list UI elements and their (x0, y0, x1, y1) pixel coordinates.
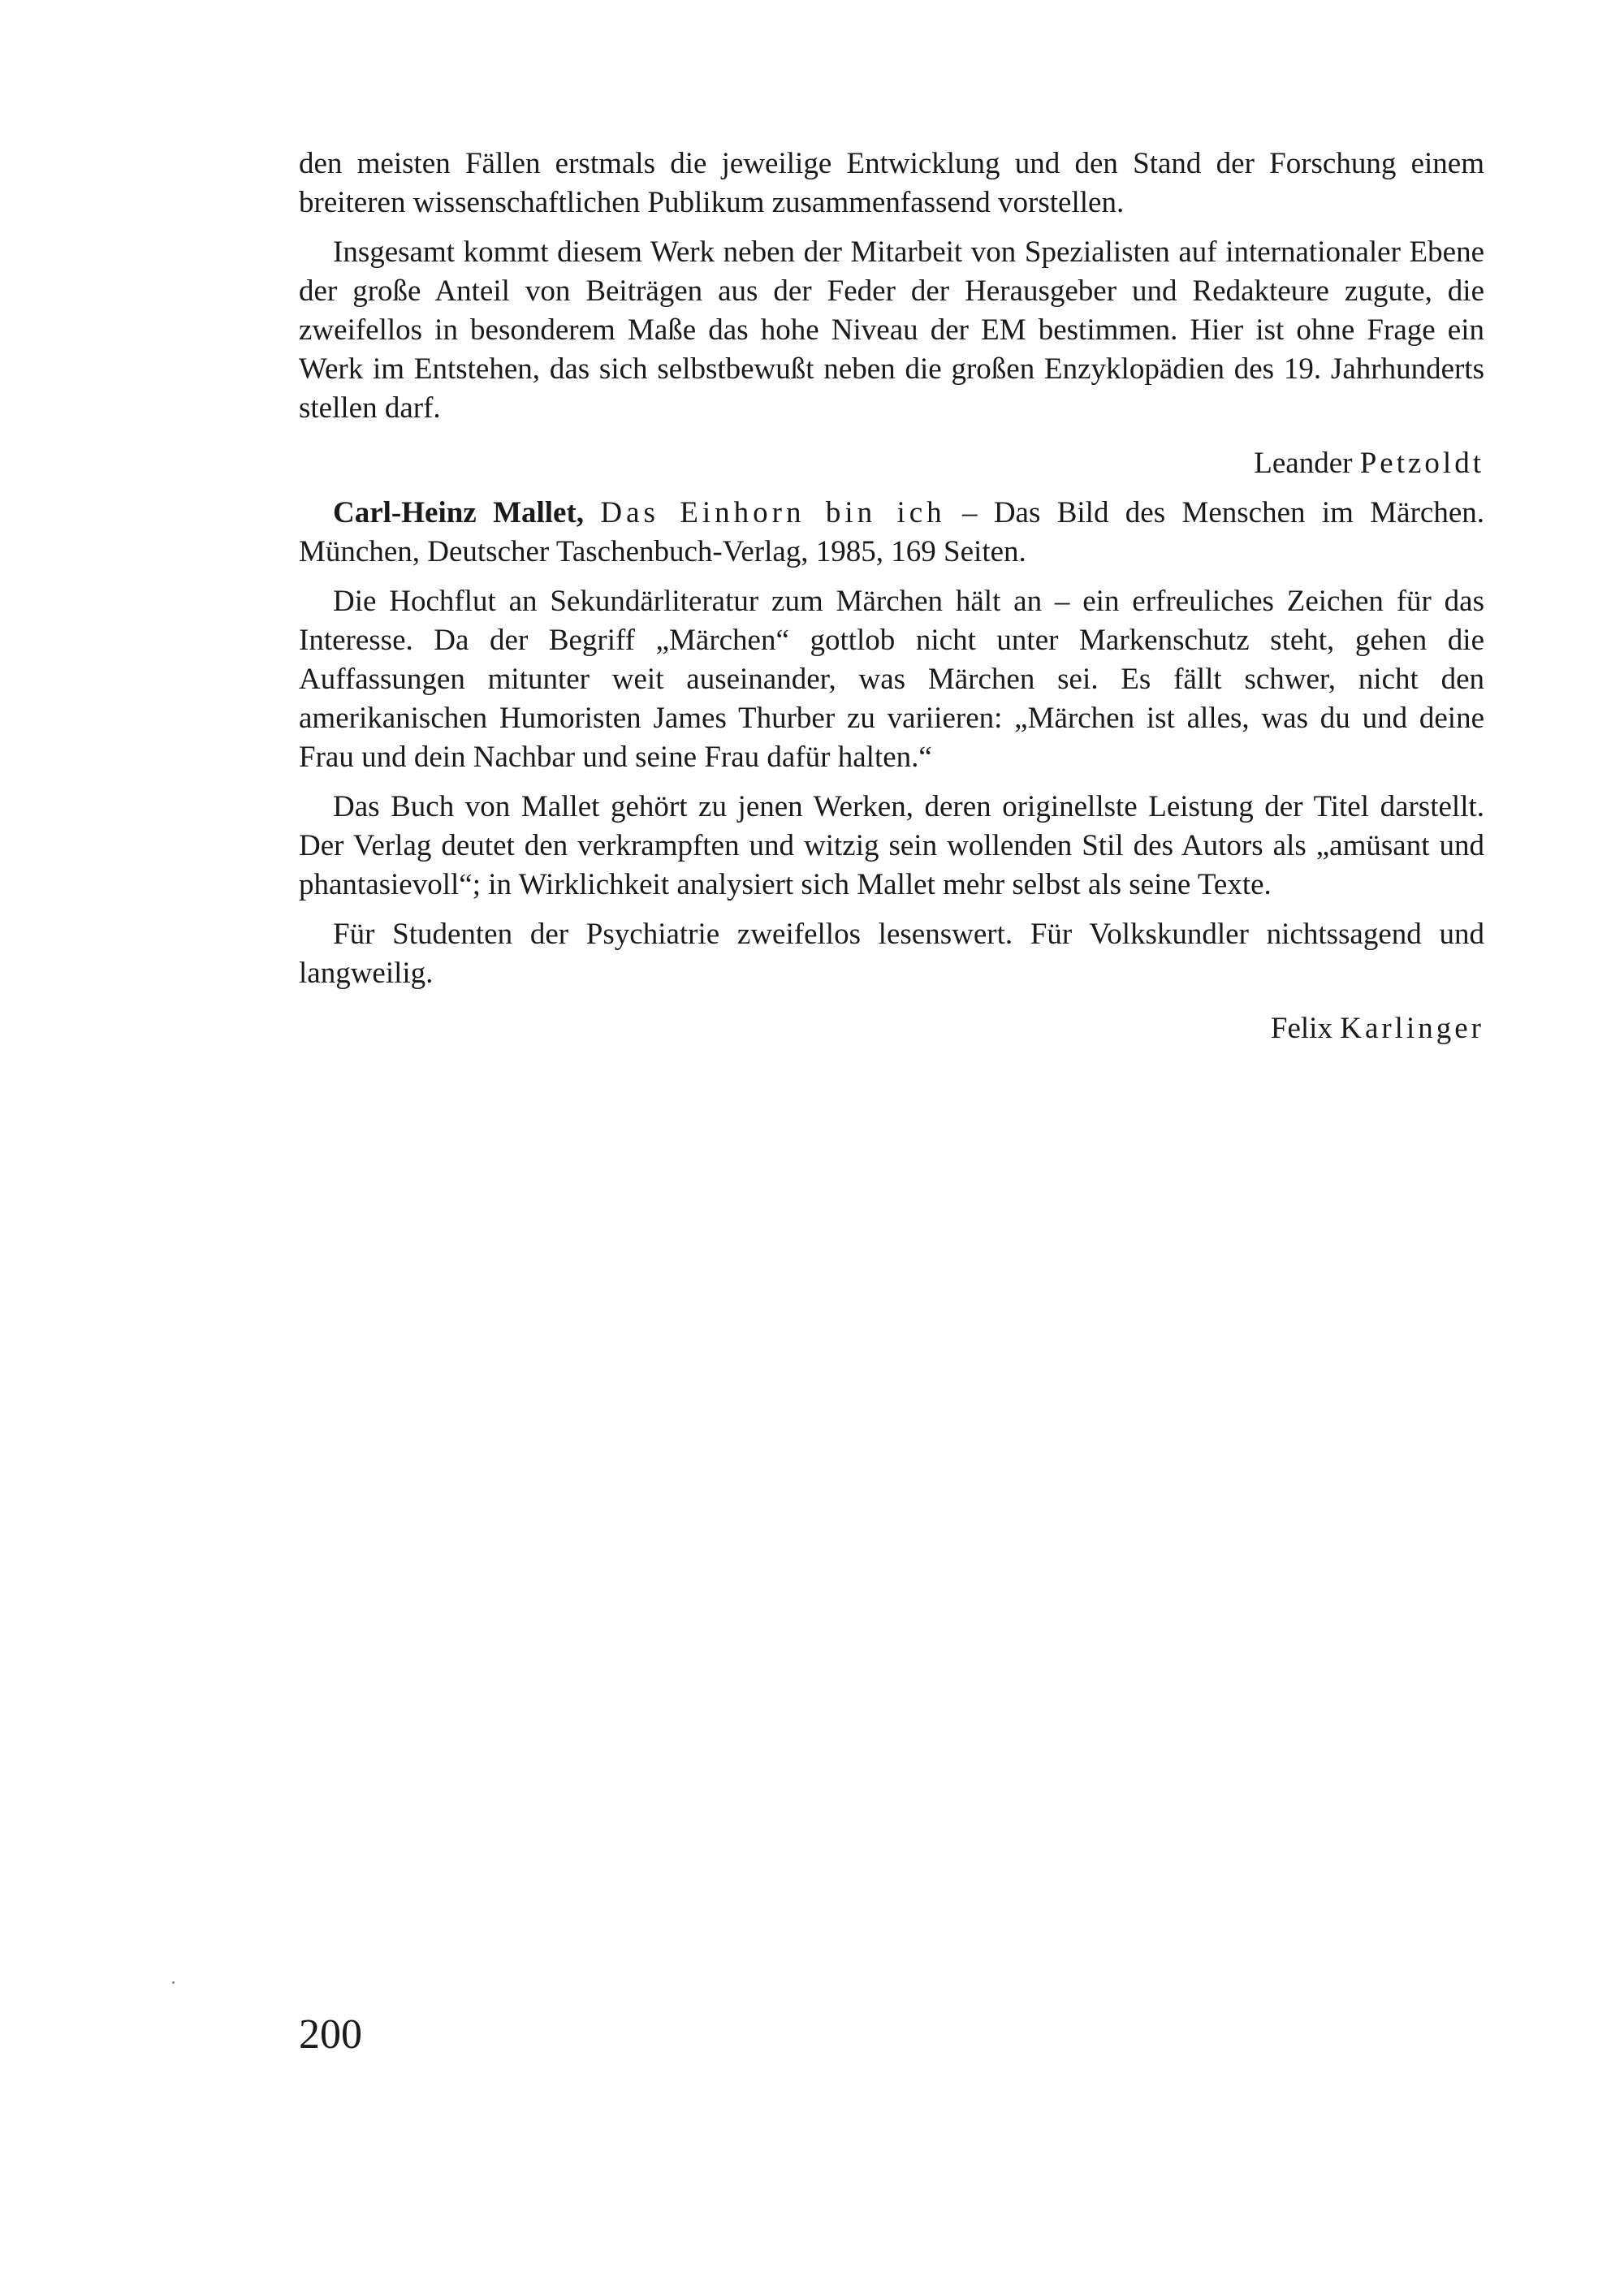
review2-bibliography: – Das Bild des Menschen im Märchen. München, Deutscher Taschenbuch-Verlag, 1985, 169 Seiten. (299, 496, 1484, 568)
page-body (299, 145, 1484, 1048)
review2-signature-first: Felix (1270, 1012, 1332, 1045)
review1-signature-last: Petzoldt (1359, 447, 1484, 480)
review2-signature (299, 1009, 1484, 1048)
review1-paragraph-1: den meisten Fällen erstmals die jeweilige Entwicklung und den Stand der Forschung einem breiteren wissenschaftlichen Publikum zusammenfassend vorstellen. (299, 147, 1484, 219)
scan-speck (172, 1981, 175, 1984)
review2-signature-last: Karlinger (1340, 1012, 1484, 1045)
page-number: 200 (299, 2011, 362, 2058)
review2-paragraph-2: Das Buch von Mallet gehört zu jenen Werken, deren originellste Leistung der Titel darstellt. Der Verlag deutet den verkrampften und witzig sein wollenden Stil des Autors als „amüsant und phantasievoll“; in Wirklichkeit analysiert sich Mallet mehr selbst als seine Texte. (299, 790, 1484, 901)
review2-paragraph-3: Für Studenten der Psychiatrie zweifellos lesenswert. Für Volkskundler nichtssagend und langweilig. (299, 918, 1484, 990)
review1-signature (299, 444, 1484, 483)
review2-title: Das Einhorn bin ich (600, 496, 946, 529)
review1-signature-first: Leander (1254, 447, 1353, 480)
review1-paragraph-2: Insgesamt kommt diesem Werk neben der Mitarbeit von Spezialisten auf internationaler Ebene der große Anteil von Beiträgen aus der Feder der Herausgeber und Redakteure zugute, die zweifellos in besonderem Maße das hohe Niveau der EM bestimmen. Hier ist ohne Frage ein Werk im Entstehen, das sich selbstbewußt neben die großen Enzyklopädien des 19. Jahrhunderts stellen darf. (299, 235, 1484, 425)
review2-author: Carl-Heinz Mallet, (333, 496, 585, 529)
review2-heading (299, 494, 1484, 572)
review2-paragraph-1: Die Hochflut an Sekundärliteratur zum Märchen hält an – ein erfreuliches Zeichen für das Interesse. Da der Begriff „Märchen“ gottlob nicht unter Markenschutz steht, gehen die Auffassungen mitunter weit auseinander, was Märchen sei. Es fällt schwer, nicht den amerikanischen Humoristen James Thurber zu variieren: „Märchen ist alles, was du und deine Frau und dein Nachbar und seine Frau dafür halten.“ (299, 585, 1484, 774)
